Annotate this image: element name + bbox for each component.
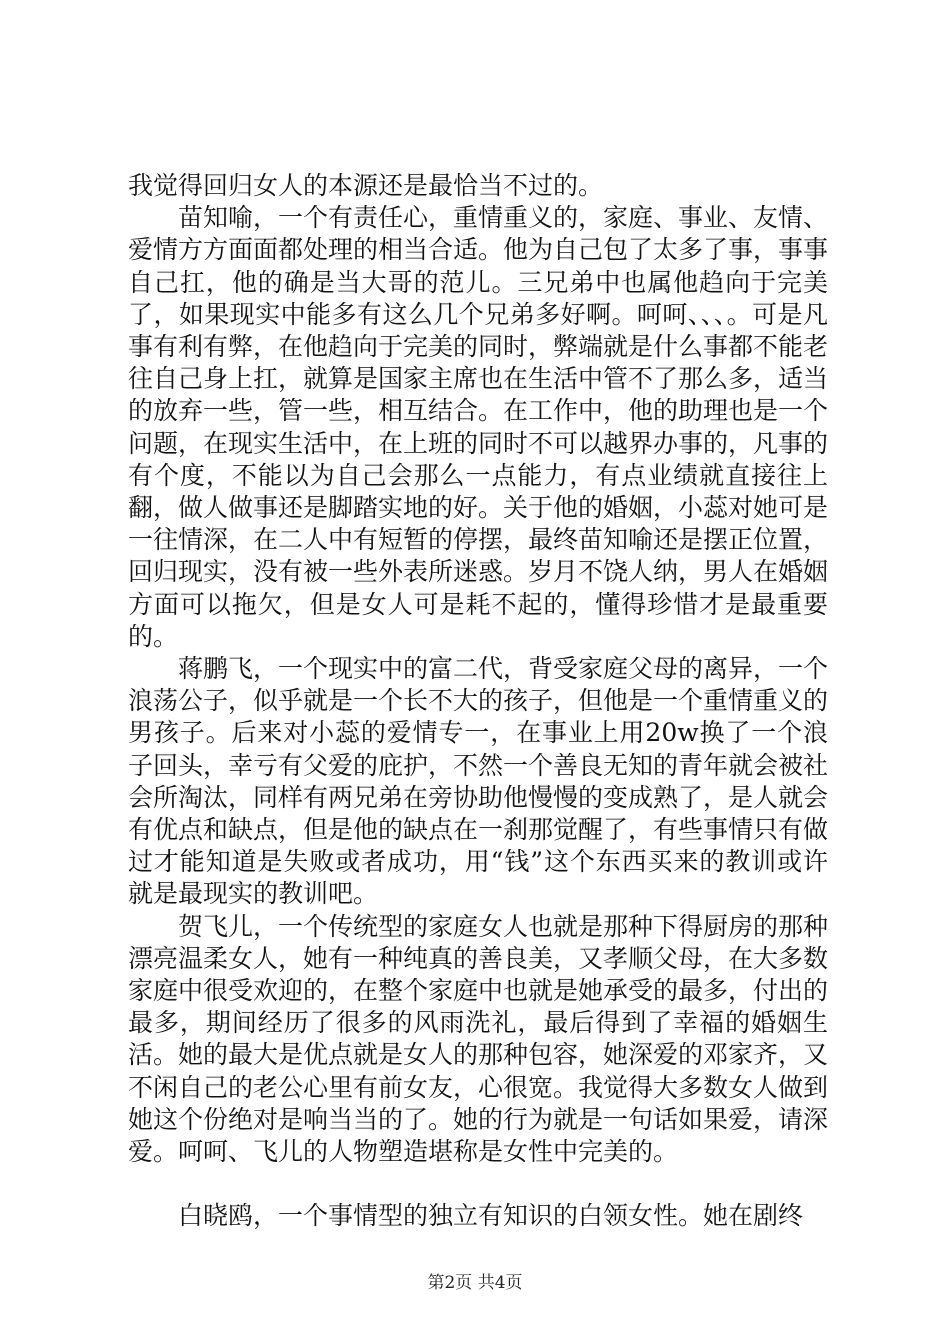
page-number-footer: 第2页 共4页 bbox=[427, 1273, 523, 1293]
body-text bbox=[128, 170, 828, 1233]
paragraph-bai-xiaoou: 白晓鸥，一个事情型的独立有知识的白领女性。她在剧终 bbox=[178, 1201, 804, 1231]
paragraph-miao-zhiyu: 苗知喻，一个有责任心，重情重义的，家庭、事业、友情、爱情方方面面都处理的相当合适。他为自己包了太多了事，事事自己扛，他的确是当大哥的范儿。三兄弟中也属他趋向于完美了，如果现实中能多有这么几个兄弟多好啊。呵呵、、、。可是凡事有利有弊，在他趋向于完美的同时，弊端就是什么事都不能老往自己身上扛，就算是国家主席也在生活中管不了那么多，适当的放弃一些，管一些，相互结合。在工作中，他的助理也是一个问题，在现实生活中，在上班的同时不可以越界办事的，凡事的有个度，不能以为自己会那么一点能力，有点业绩就直接往上翻，做人做事还是脚踏实地的好。关于他的婚姻，小蕊对她可是一往情深，在二人中有短暂的停摆，最终苗知喻还是摆正位置，回归现实，没有被一些外表所迷惑。岁月不饶人纳，男人在婚姻方面可以拖欠，但是女人可是耗不起的，懂得珍惜才是最重要的。 bbox=[128, 203, 829, 651]
paragraph-he-feier: 贺飞儿，一个传统型的家庭女人也就是那种下得厨房的那种漂亮温柔女人，她有一种纯真的善良美，又孝顺父母，在大多数家庭中很受欢迎的，在整个家庭中也就是她承受的最多，付出的最多，期间经历了很多的风雨洗礼，最后得到了幸福的婚姻生活。她的最大是优点就是女人的那种包容，她深爱的邓家齐，又不闲自己的老公心里有前女友，心很宽。我觉得大多数女人做到她这个份绝对是响当当的了。她的行为就是一句话如果爱，请深爱。呵呵、飞儿的人物塑造堪称是女性中完美的。 bbox=[128, 911, 829, 1167]
paragraph-continuation: 我觉得回归女人的本源还是最恰当不过的。 bbox=[128, 171, 604, 200]
paragraph-jiang-pengfei: 蒋鹏飞，一个现实中的富二代，背受家庭父母的离异，一个浪荡公子，似乎就是一个长不大的孩子，但他是一个重情重义的男孩子。后来对小蕊的爱情专一，在事业上用20w换了一个浪子回头，幸亏有父爱的庇护，不然一个善良无知的青年就会被社会所淘汰，同样有两兄弟在旁协助他慢慢的变成熟了，是人就会有优点和缺点，但是他的缺点在一刹那觉醒了，有些事情只有做过才能知道是失败或者成功，用“钱”这个东西买来的教训或许就是最现实的教训吧。 bbox=[128, 654, 829, 909]
